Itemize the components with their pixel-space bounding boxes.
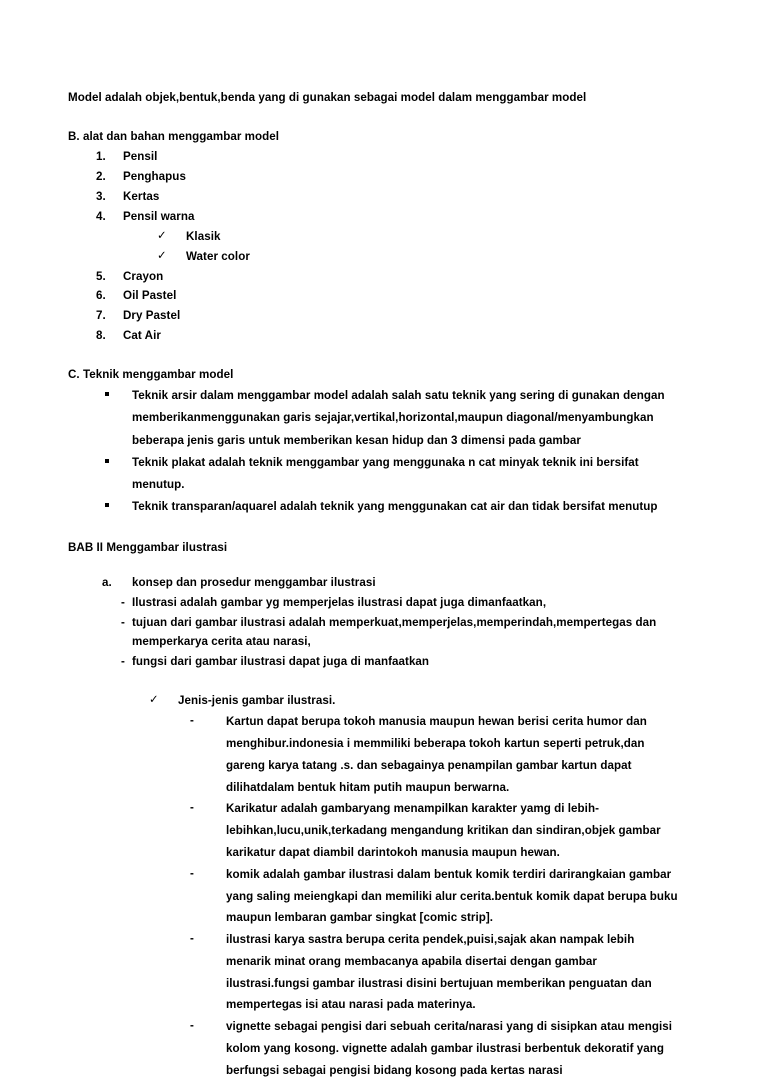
list-item-text: Dry Pastel: [123, 309, 181, 323]
square-bullet-icon: [105, 496, 132, 516]
list-item-text: Cat Air: [123, 329, 161, 343]
list-item-text: Crayon: [123, 269, 164, 283]
subsection-a-heading: konsep dan prosedur menggambar ilustrasi: [132, 575, 376, 589]
spacer: [68, 346, 680, 365]
list-item-text: ilustrasi karya sastra berupa cerita pendek,puisi,sajak akan nampak lebih menarik minat orang membacanya apabila disertai dengan gambar ilustrasi.fungsi gambar ilustrasi disini bertujuan memberikan penguatan dan mempertegas isi atau narasi pada materinya.: [226, 933, 652, 1012]
list-item-text: Kertas: [123, 189, 160, 203]
list-item: [68, 652, 680, 672]
dash-marker: -: [190, 714, 194, 728]
list-item-text: vignette sebagai pengisi dari sebuah cerita/narasi yang di sisipkan atau mengisi kolom yang kosong. vignette adalah gambar ilustrasi berbentuk dekoratif yang berfungsi sebagai pengisi bidang kosong pada kertas narasi: [226, 1020, 672, 1077]
list-item: [68, 573, 680, 593]
list-item-text: Penghapus: [123, 169, 186, 183]
spacer: [68, 672, 680, 691]
list-item: [68, 187, 680, 207]
document-body: [68, 88, 680, 1082]
square-bullet-icon: [105, 385, 132, 405]
list-item: [68, 452, 680, 497]
list-item: [68, 593, 680, 613]
list-item: [68, 613, 680, 653]
list-item: [68, 286, 680, 306]
list-marker: 3.: [96, 189, 106, 203]
list-marker: a.: [102, 575, 112, 589]
spacer: [68, 519, 680, 538]
list-item: [68, 207, 680, 227]
list-item-text: komik adalah gambar ilustrasi dalam bentuk komik terdiri darirangkaian gambar yang saling meiengkapi dan memiliki alur cerita.bentuk komik dapat berupa buku maupun lembaran gambar singkat [comic strip].: [226, 867, 678, 925]
list-item-text: Teknik plakat adalah teknik menggambar yang menggunaka n cat minyak teknik ini bersifat menutup.: [132, 455, 639, 492]
list-item-text: Oil Pastel: [123, 289, 177, 303]
list-item: [68, 385, 680, 452]
list-item: [68, 267, 680, 287]
list-item: [68, 496, 680, 518]
list-item-text: Klasik: [186, 229, 221, 243]
section-b-heading: B. alat dan bahan menggambar model: [68, 129, 280, 143]
list-marker: 8.: [96, 329, 106, 343]
list-item-text: Karikatur adalah gambaryang menampilkan karakter yamg di lebih-lebihkan,lucu,unik,terkadang mengandung kritikan dan sindiran,objek gambar karikatur dapat diambil darintokoh manusia maupun hewan.: [226, 802, 661, 859]
bab-ii-heading: BAB II Menggambar ilustrasi: [68, 540, 228, 554]
list-marker: 1.: [96, 149, 106, 163]
dash-marker: -: [121, 615, 125, 629]
intro-paragraph: Model adalah objek,bentuk,benda yang di gunakan sebagai model dalam menggambar model: [68, 91, 587, 104]
list-marker: 6.: [96, 289, 106, 303]
list-item-text: Ilustrasi adalah gambar yg memperjelas ilustrasi dapat juga dimanfaatkan,: [132, 595, 547, 609]
dash-marker: -: [190, 1019, 194, 1033]
list-item: [68, 691, 680, 711]
list-item-text: tujuan dari gambar ilustrasi adalah memperkuat,memperjelas,memperindah,mempertegas dan memperkarya cerita atau narasi,: [132, 615, 657, 649]
list-item: [68, 864, 680, 929]
list-item-text: Pensil: [123, 149, 158, 163]
dash-marker: -: [121, 655, 125, 669]
dash-marker: -: [190, 801, 194, 815]
list-marker: 2.: [96, 169, 106, 183]
list-item: [68, 326, 680, 346]
square-bullet-icon: [105, 452, 132, 472]
list-item: [68, 798, 680, 863]
list-item: [68, 167, 680, 187]
list-item: [68, 247, 680, 267]
dash-marker: -: [121, 595, 125, 609]
list-marker: 5.: [96, 269, 106, 283]
spacer: [68, 558, 680, 573]
list-item-text: Teknik transparan/aquarel adalah teknik yang menggunakan cat air dan tidak bersifat menutup: [132, 500, 658, 514]
section-c-heading: C. Teknik menggambar model: [68, 368, 234, 382]
list-item-text: Pensil warna: [123, 209, 195, 223]
list-marker: 4.: [96, 209, 106, 223]
list-item: [68, 1016, 680, 1081]
list-item: [68, 711, 680, 798]
check-icon: ✓: [157, 249, 167, 262]
list-item: [68, 306, 680, 326]
list-item-text: Teknik arsir dalam menggambar model adalah salah satu teknik yang sering di gunakan dengan memberikanmenggunakan garis sejajar,vertikal,horizontal,maupun diagonal/menyambungkan beberapa jenis garis untuk memberikan kesan hidup dan 3 dimensi pada gambar: [132, 389, 665, 447]
list-item: [68, 227, 680, 247]
check-icon: ✓: [149, 694, 159, 707]
dash-marker: -: [190, 932, 194, 946]
dash-marker: -: [190, 866, 194, 880]
list-item-text: Water color: [186, 249, 250, 263]
list-marker: 7.: [96, 309, 106, 323]
list-item: [68, 147, 680, 167]
list-item-text: Kartun dapat berupa tokoh manusia maupun hewan berisi cerita humor dan menghibur.indonesia i memmiliki beberapa tokoh kartun seperti petruk,dan gareng karya tatang .s. dan sebagainya penampilan gambar kartun dapat dilihatdalam bentuk hitam putih maupun berwarna.: [226, 715, 647, 794]
list-item-text: fungsi dari gambar ilustrasi dapat juga di manfaatkan: [132, 655, 430, 669]
jenis-jenis-heading: Jenis-jenis gambar ilustrasi.: [178, 694, 336, 708]
list-item: [68, 929, 680, 1016]
spacer: [68, 108, 680, 127]
check-icon: ✓: [157, 229, 167, 242]
